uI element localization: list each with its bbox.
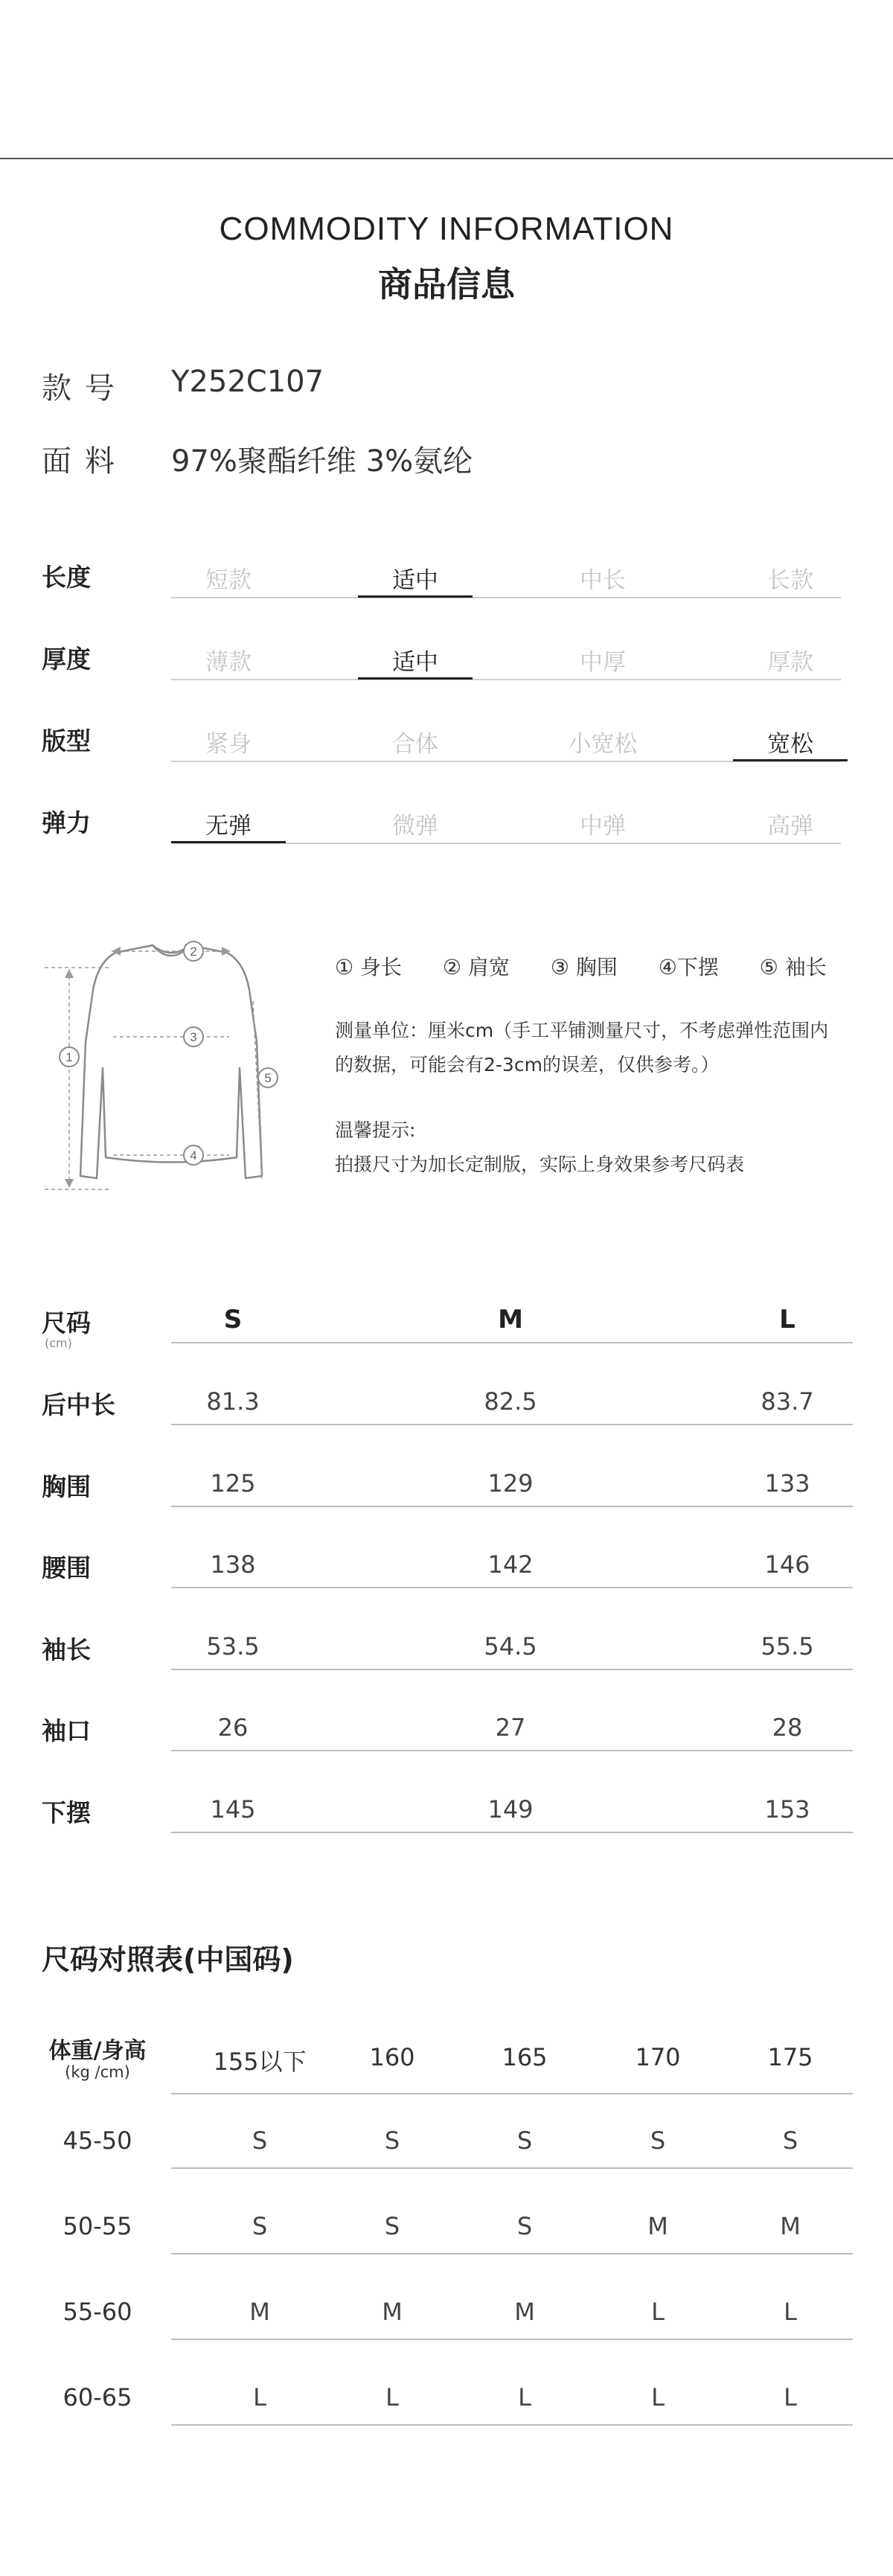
attribute-option: 中弹 xyxy=(580,813,626,840)
attribute-option-selected: 适中 xyxy=(392,567,438,594)
size-cell: 26 xyxy=(217,1713,249,1742)
legend-item: ② 肩宽 xyxy=(442,955,510,979)
size-cell: 83.7 xyxy=(761,1387,814,1416)
attribute-option-selected: 无弹 xyxy=(205,813,252,840)
size-chart-cell: L xyxy=(651,2298,665,2326)
size-row-line xyxy=(171,1832,853,1833)
size-chart-line xyxy=(171,2424,853,2426)
size-row-label: 袖口 xyxy=(42,1716,91,1745)
size-cell: 53.5 xyxy=(206,1631,260,1661)
title-english: COMMODITY INFORMATION xyxy=(219,211,674,247)
tip-text: 拍摄尺寸为加长定制版，实际上身效果参考尺码表 xyxy=(335,1154,745,1175)
attribute-option: 微弹 xyxy=(392,813,438,840)
size-chart-height: 160 xyxy=(369,2043,415,2071)
size-header-label: 尺码 xyxy=(42,1308,91,1337)
size-column-header: M xyxy=(498,1305,523,1335)
size-chart-height: 170 xyxy=(635,2043,681,2071)
attribute-label: 厚度 xyxy=(42,645,91,674)
size-chart-cell: S xyxy=(516,2212,533,2240)
svg-text:4: 4 xyxy=(190,1148,197,1163)
size-row-label: 腰围 xyxy=(42,1553,91,1582)
legend-item: ① 身长 xyxy=(335,955,403,979)
size-chart-line xyxy=(171,2253,853,2254)
size-cell: 27 xyxy=(495,1713,526,1742)
size-chart-cell: L xyxy=(518,2383,531,2412)
measure-legend xyxy=(335,951,827,981)
size-row-line xyxy=(171,1669,853,1670)
warm-tip xyxy=(335,1113,856,1182)
size-chart-cell: M xyxy=(780,2212,801,2240)
attribute-option: 中长 xyxy=(580,567,626,594)
tip-title: 温馨提示: xyxy=(335,1119,416,1141)
size-cell: 129 xyxy=(487,1468,534,1498)
style-number-label: 款号 xyxy=(42,371,128,406)
size-chart-height: 155以下 xyxy=(213,2048,307,2076)
marker-2 xyxy=(184,942,203,961)
attribute-option: 紧身 xyxy=(205,731,252,758)
size-chart-cell: S xyxy=(782,2126,798,2155)
svg-text:5: 5 xyxy=(264,1071,272,1085)
size-cell: 133 xyxy=(764,1468,810,1498)
attribute-option-selected: 宽松 xyxy=(767,731,813,758)
size-chart-cell: S xyxy=(650,2126,666,2155)
size-chart-cell: M xyxy=(382,2298,403,2326)
attribute-option: 短款 xyxy=(205,567,252,594)
size-chart-cell: L xyxy=(253,2383,266,2412)
size-chart-cell: S xyxy=(252,2212,268,2240)
size-row-line xyxy=(171,1506,853,1507)
attribute-label: 版型 xyxy=(42,726,91,755)
size-chart-weight: 55-60 xyxy=(63,2298,132,2326)
garment-outline xyxy=(80,945,262,1178)
marker-5 xyxy=(258,1068,278,1087)
selected-underline xyxy=(358,595,473,598)
size-chart-cell: S xyxy=(384,2126,400,2155)
attribute-option-selected: 适中 xyxy=(392,649,438,676)
size-cell: 149 xyxy=(487,1794,534,1824)
size-cell: 142 xyxy=(487,1550,534,1579)
size-chart-line xyxy=(171,2093,853,2094)
attribute-option: 高弹 xyxy=(767,813,813,840)
size-chart-cell: M xyxy=(249,2298,270,2326)
size-cell: 28 xyxy=(772,1713,803,1742)
size-chart-cell: S xyxy=(516,2126,533,2155)
attribute-label: 长度 xyxy=(42,563,91,592)
size-chart-title: 尺码对照表(中国码) xyxy=(42,1943,294,1976)
attribute-scale-line xyxy=(171,679,841,680)
size-row-line xyxy=(171,1750,853,1751)
size-cell: 146 xyxy=(764,1550,810,1579)
fabric-value: 97%聚酯纤维 3%氨纶 xyxy=(171,444,473,479)
size-chart-height: 165 xyxy=(502,2043,548,2071)
size-row-label: 袖长 xyxy=(42,1634,91,1664)
marker-3 xyxy=(184,1027,203,1046)
size-chart-height: 175 xyxy=(767,2043,813,2071)
size-cell: 138 xyxy=(210,1550,256,1579)
size-chart-cell: L xyxy=(784,2383,797,2412)
size-chart-header-sub: (kg /cm) xyxy=(65,2063,130,2081)
size-cell: 153 xyxy=(764,1794,810,1824)
attribute-option: 长款 xyxy=(767,567,813,594)
legend-item: ④下摆 xyxy=(658,955,719,979)
size-chart-cell: L xyxy=(385,2383,399,2412)
legend-item: ③ 胸围 xyxy=(550,955,618,979)
top-divider xyxy=(0,158,893,159)
fabric-label: 面料 xyxy=(42,444,128,479)
svg-text:3: 3 xyxy=(190,1030,197,1044)
size-chart-header-main: 体重/身高 xyxy=(48,2038,147,2064)
size-chart-line xyxy=(171,2167,853,2169)
size-row-label: 下摆 xyxy=(42,1797,91,1827)
attribute-option: 小宽松 xyxy=(568,731,638,758)
attribute-scale-line xyxy=(171,597,841,598)
measure-unit-note xyxy=(335,1014,856,1082)
marker-4 xyxy=(184,1145,203,1165)
size-row-line xyxy=(171,1424,853,1425)
svg-text:1: 1 xyxy=(65,1050,73,1064)
size-cell: 81.3 xyxy=(206,1387,260,1416)
size-column-header: L xyxy=(779,1305,796,1335)
size-cell: 145 xyxy=(210,1794,256,1824)
size-chart-weight: 60-65 xyxy=(63,2383,132,2412)
style-number-value: Y252C107 xyxy=(171,365,324,399)
garment-measure-diagram xyxy=(45,930,298,1206)
size-chart-line xyxy=(171,2339,853,2340)
marker-1 xyxy=(60,1047,79,1067)
attribute-option: 厚款 xyxy=(767,649,813,676)
selected-underline xyxy=(358,677,473,680)
size-row-label: 胸围 xyxy=(42,1471,91,1501)
size-cell: 82.5 xyxy=(484,1387,537,1416)
size-chart-cell: S xyxy=(252,2126,268,2155)
svg-text:2: 2 xyxy=(190,945,197,959)
size-row-line xyxy=(171,1342,853,1343)
attribute-option: 薄款 xyxy=(205,649,252,676)
size-chart-cell: M xyxy=(647,2212,668,2240)
size-chart-cell: L xyxy=(784,2298,797,2326)
size-cell: 125 xyxy=(210,1468,256,1498)
size-chart-weight: 45-50 xyxy=(63,2126,132,2155)
size-row-label: 后中长 xyxy=(42,1390,115,1419)
unit-note-line: 测量单位：厘米cm（手工平铺测量尺寸，不考虑弹性范围内 xyxy=(335,1020,829,1041)
size-cell: 54.5 xyxy=(484,1631,537,1661)
size-column-header: S xyxy=(223,1305,243,1335)
size-header-unit: (cm) xyxy=(45,1336,72,1350)
attribute-label: 弹力 xyxy=(42,808,91,837)
size-cell: 55.5 xyxy=(761,1631,814,1661)
size-chart-weight: 50-55 xyxy=(63,2212,132,2240)
size-chart-cell: L xyxy=(651,2383,665,2412)
attribute-option: 中厚 xyxy=(580,649,626,676)
title-chinese: 商品信息 xyxy=(378,264,515,304)
selected-underline xyxy=(733,759,848,761)
size-row-line xyxy=(171,1587,853,1588)
size-chart-cell: M xyxy=(514,2298,535,2326)
attribute-option: 合体 xyxy=(392,731,438,758)
size-chart-cell: S xyxy=(384,2212,400,2240)
legend-item: ⑤ 袖长 xyxy=(759,955,827,979)
selected-underline xyxy=(171,841,286,843)
unit-note-line: 的数据，可能会有2-3cm的误差，仅供参考。） xyxy=(335,1054,720,1076)
